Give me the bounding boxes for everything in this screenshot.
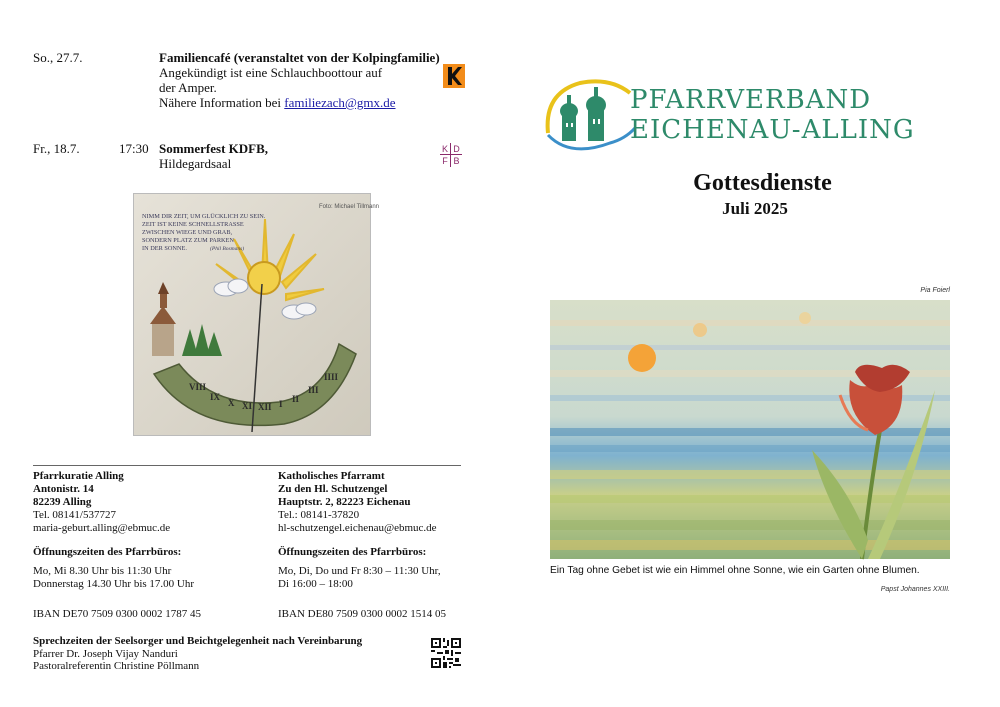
consult-line-2: Pastoralreferentin Christine Pöllmann (33, 660, 200, 672)
event-1-title: Familiencafé (veranstaltet von der Kolpingfamilie) (159, 50, 440, 65)
office-eichenau-city: Hauptstr. 2, 82223 Eichenau (278, 496, 411, 508)
event-2-title: Sommerfest KDFB, (159, 141, 269, 156)
office-alling-hours-1: Mo, Mi 8.30 Uhr bis 11:30 Uhr (33, 565, 172, 577)
kdfb-letter-f: F (440, 155, 451, 167)
kdfb-letter-d: D (451, 143, 462, 155)
office-eichenau-hours-1: Mo, Di, Do und Fr 8:30 – 11:30 Uhr, (278, 565, 441, 577)
kdfb-letter-b: B (453, 156, 460, 166)
office-alling-street: Antonistr. 14 (33, 483, 94, 495)
office-alling-city: 82239 Alling (33, 496, 92, 508)
office-eichenau-tel: Tel.: 08141-37820 (278, 509, 360, 521)
office-alling-email: maria-geburt.alling@ebmuc.de (33, 522, 171, 534)
office-alling-tel: Tel. 08141/537727 (33, 509, 116, 521)
consult-line-1: Pfarrer Dr. Joseph Vijay Nanduri (33, 648, 178, 660)
church-towers-icon (540, 73, 640, 161)
footer-divider (33, 465, 461, 466)
painting-quote: Ein Tag ohne Gebet ist wie ein Himmel ohne Sonne, wie ein Garten ohne Blumen. (550, 565, 920, 576)
event-1-info (159, 95, 396, 110)
pfarrverband-logo (540, 73, 970, 161)
event-2-line-1: Hildegardsaal (159, 156, 232, 171)
event-1-line-2: der Amper. (159, 80, 217, 95)
painting-quote-author: Papst Johannes XXIII. (880, 586, 950, 593)
sundial-quote-author: (Phil Bosmans) (210, 246, 245, 252)
logo-line-1: PFARRVERBAND (630, 85, 872, 115)
office-alling-iban: IBAN DE70 7509 0300 0002 1787 45 (33, 608, 202, 620)
logo-line-2: EICHENAU-ALLING (630, 115, 915, 145)
kolping-logo (443, 64, 465, 88)
sundial-quote-line-3: ZWISCHEN WIEGE UND GRAB, (142, 229, 233, 236)
dial-numeral-5: XII (258, 402, 272, 412)
dial-numeral-1: VIII (189, 382, 207, 392)
page-subtitle: Juli 2025 (722, 199, 788, 218)
sundial-quote-line-2: ZEIT IST KEINE SCHNELLSTRASSE (142, 221, 244, 228)
event-1-info-prefix: Nähere Information bei (159, 95, 285, 110)
event-1-date: So., 27.7. (33, 50, 83, 65)
dial-numeral-4: XI (242, 401, 253, 411)
office-eichenau-street: Zu den Hl. Schutzengel (278, 483, 388, 495)
office-eichenau-hours-title: Öffnungszeiten des Pfarrbüros: (278, 546, 427, 558)
sundial-quote-line-1: NIMM DIR ZEIT, UM GLÜCKLICH ZU SEIN. (142, 213, 266, 220)
office-alling-hours-2: Donnerstag 14.30 Uhr bis 17.00 Uhr (33, 578, 195, 590)
office-eichenau (278, 470, 478, 535)
dial-numeral-2: IX (210, 392, 221, 402)
painting-credit: Pia Foierl (920, 287, 950, 294)
sundial-quote-line-4: SONDERN PLATZ ZUM PARKEN (142, 237, 234, 244)
dial-numeral-9: IIII (324, 372, 339, 382)
sundial-credit: Foto: Michael Tillmann (319, 204, 380, 210)
event-1-line-1: Angekündigt ist eine Schlauchboottour auf (159, 65, 383, 80)
office-alling (33, 470, 263, 535)
office-alling-name: Pfarrkuratie Alling (33, 470, 124, 482)
office-alling-hours-title: Öffnungszeiten des Pfarrbüros: (33, 546, 182, 558)
page-title: Gottesdienste (693, 170, 832, 196)
event-1-email-link[interactable]: familiezach@gmx.de (284, 95, 396, 110)
dial-numeral-7: II (292, 394, 300, 404)
sundial-drawing (134, 194, 380, 435)
qr-code-icon (431, 638, 461, 668)
tulip-painting (550, 300, 950, 559)
sundial-image (133, 193, 380, 436)
dial-numeral-8: III (308, 385, 319, 395)
dial-numeral-6: I (279, 399, 283, 409)
painting-image (550, 300, 950, 559)
office-eichenau-email: hl-schutzengel.eichenau@ebmuc.de (278, 522, 437, 534)
dial-numeral-3: X (228, 398, 235, 408)
event-2-date: Fr., 18.7. (33, 141, 80, 156)
consult-title: Sprechzeiten der Seelsorger und Beichtgelegenheit nach Vereinbarung (33, 635, 363, 647)
qr-code[interactable] (431, 638, 461, 668)
event-2-time: 17:30 (119, 141, 149, 156)
kdfb-logo (440, 143, 462, 167)
sundial-quote-line-5: IN DER SONNE. (142, 245, 187, 252)
kolping-k-icon (443, 64, 465, 88)
kdfb-letter-k: K (440, 143, 451, 155)
office-eichenau-iban: IBAN DE80 7509 0300 0002 1514 05 (278, 608, 447, 620)
office-eichenau-hours-2: Di 16:00 – 18:00 (278, 578, 353, 590)
office-eichenau-name: Katholisches Pfarramt (278, 470, 385, 482)
